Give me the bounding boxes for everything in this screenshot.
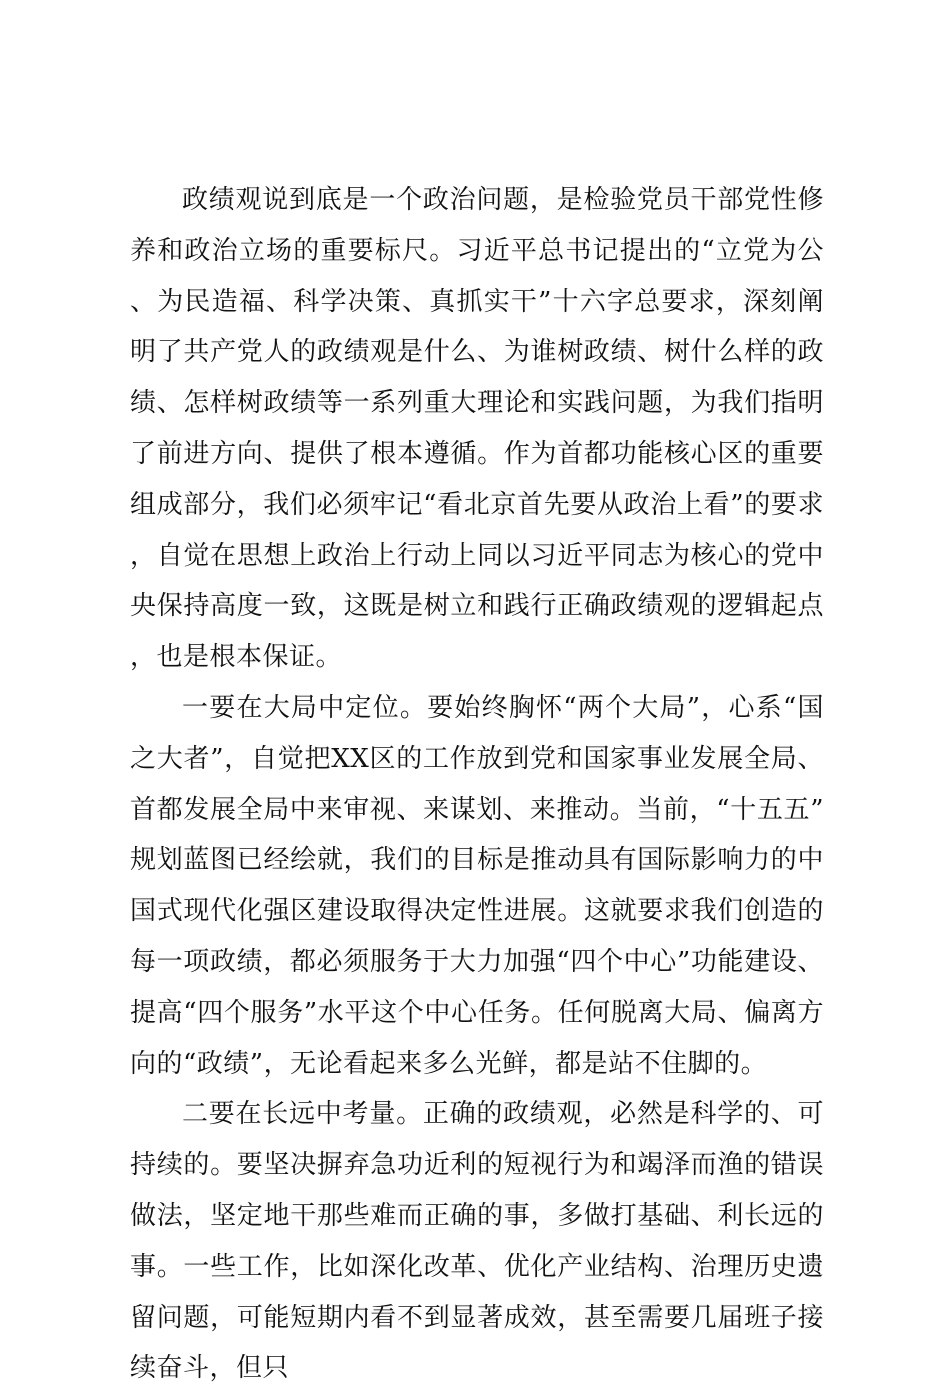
paragraph-point-two: 二要在长远中考量。正确的政绩观，必然是科学的、可持续的。要坚决摒弃急功近利的短视行为和竭泽而渔的错误做法，坚定地干那些难而正确的事，多做打基础、利长远的事。一些工作，比如深化改革、优化产业结构、治理历史遗留问题，可能短期内看不到显著成效，甚至需要几届班子接续奋斗，但只 (130, 1099, 824, 1384)
paragraph-point-one: 一要在大局中定位。要始终胸怀“两个大局”，心系“国之大者”，自觉把XX区的工作放到党和国家事业发展全局、首都发展全局中来审视、来谋划、来推动。当前，“十五五”规划蓝图已经绘就，我们的目标是推动具有国际影响力的中国式现代化强区建设取得决定性进展。这就要求我们创造的每一项政绩，都必须服务于大力加强“四个中心”功能建设、提高“四个服务”水平这个中心任务。任何脱离大局、偏离方向的“政绩”，无论看起来多么光鲜，都是站不住脚的。 (130, 692, 824, 1079)
document-body (130, 175, 824, 1394)
paragraph-intro: 政绩观说到底是一个政治问题，是检验党员干部党性修养和政治立场的重要标尺。习近平总书记提出的“立党为公、为民造福、科学决策、真抓实干”十六字总要求，深刻阐明了共产党人的政绩观是什么、为谁树政绩、树什么样的政绩、怎样树政绩等一系列重大理论和实践问题，为我们指明了前进方向、提供了根本遵循。作为首都功能核心区的重要组成部分，我们必须牢记“看北京首先要从政治上看”的要求，自觉在思想上政治上行动上同以习近平同志为核心的党中央保持高度一致，这既是树立和践行正确政绩观的逻辑起点，也是根本保证。 (130, 185, 824, 673)
